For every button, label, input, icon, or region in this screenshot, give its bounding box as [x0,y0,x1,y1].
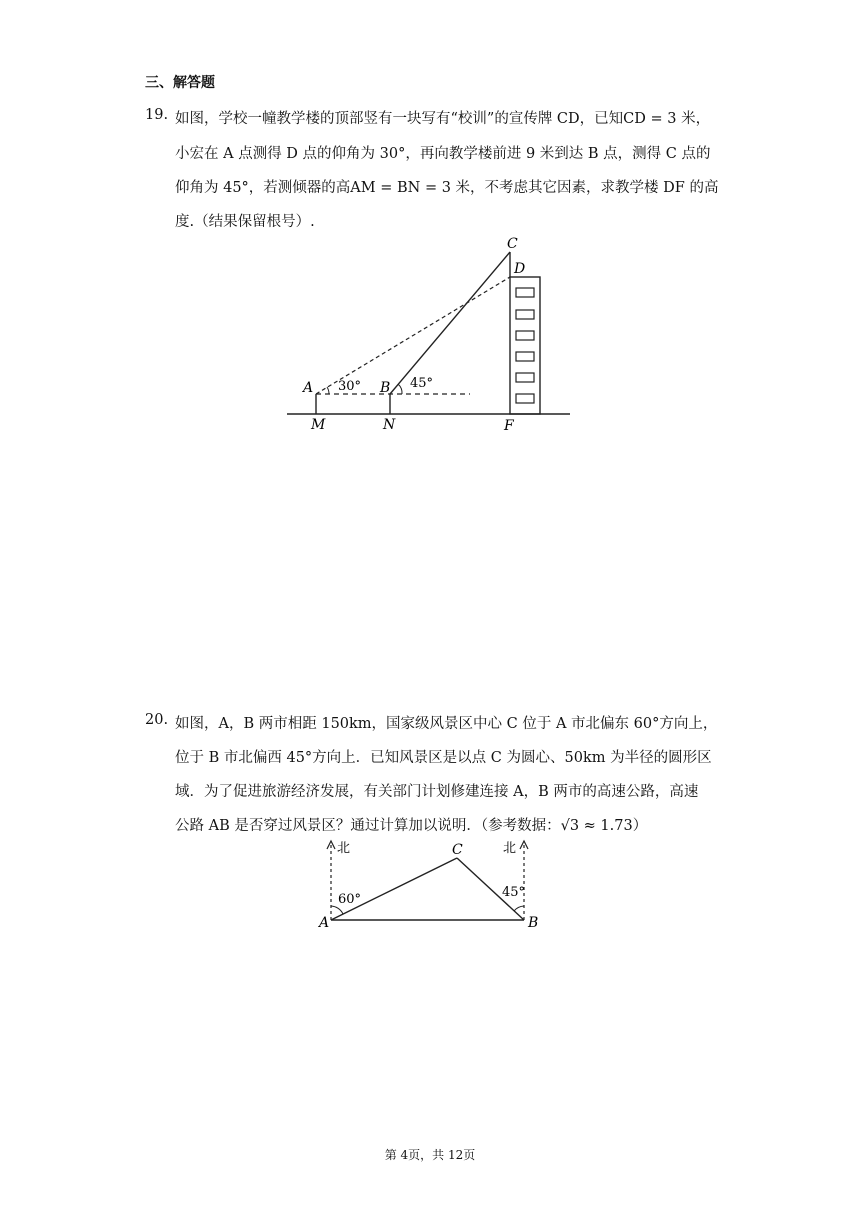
section-title: 三、解答题 [145,75,215,91]
label-a: A [319,915,330,931]
label-m: M [311,417,326,432]
angle-label-45: 45° [410,376,434,391]
problem-text-line: 位于 B 市北偏西 45°方向上．已知风景区是以点 C 为圆心、50km 为半径的圆形区 [175,750,712,766]
building-windows [516,288,534,403]
label-b: B [528,915,539,931]
figure-19 [0,232,860,432]
angle-label-45: 45° [502,885,526,900]
angle-arc-45 [398,384,402,394]
problem-number: 20. [145,712,169,728]
segment-ac [331,858,457,920]
problem-text-line: 如图，学校一幢教学楼的顶部竖有一块写有“校训”的宣传牌 CD，已知CD = 3 米， [175,111,711,127]
problem-text-line: 公路 AB 是否穿过风景区？通过计算加以说明．（参考数据：√3 ≈ 1.73） [175,818,648,834]
label-n: N [383,417,396,432]
north-label-b: 北 [503,841,517,856]
label-a: A [303,380,314,396]
figure-20 [0,835,860,935]
problem-text-line: 小宏在 A 点测得 D 点的仰角为 30°，再向教学楼前进 9 米到达 B 点，测得 C 点的 [175,146,711,162]
label-c: C [507,236,518,252]
problem-text-line: 如图，A，B 两市相距 150km，国家级风景区中心 C 位于 A 市北偏东 60°方向上， [175,716,718,732]
problem-number: 19. [145,107,169,123]
page-footer: 第 4页，共 12页 [384,1148,476,1162]
sight-line-bc [390,252,510,394]
problem-text-line: 度.（结果保留根号）. [175,214,315,230]
problem-text-line: 仰角为 45°，若测倾器的高AM = BN = 3 米，不考虑其它因素，求教学楼 DF 的高 [175,180,719,196]
label-b: B [380,380,391,396]
angle-arc-30 [327,387,329,394]
north-label-a: 北 [337,841,351,856]
angle-label-60: 60° [338,892,362,907]
angle-arc-45 [514,906,524,911]
problem-text-line: 域．为了促进旅游经济发展，有关部门计划修建连接 A，B 两市的高速公路，高速 [175,784,699,800]
angle-label-30: 30° [338,379,362,394]
angle-arc-60 [331,906,343,914]
label-c: C [452,842,463,858]
label-d: D [514,261,526,277]
label-f: F [504,418,514,432]
